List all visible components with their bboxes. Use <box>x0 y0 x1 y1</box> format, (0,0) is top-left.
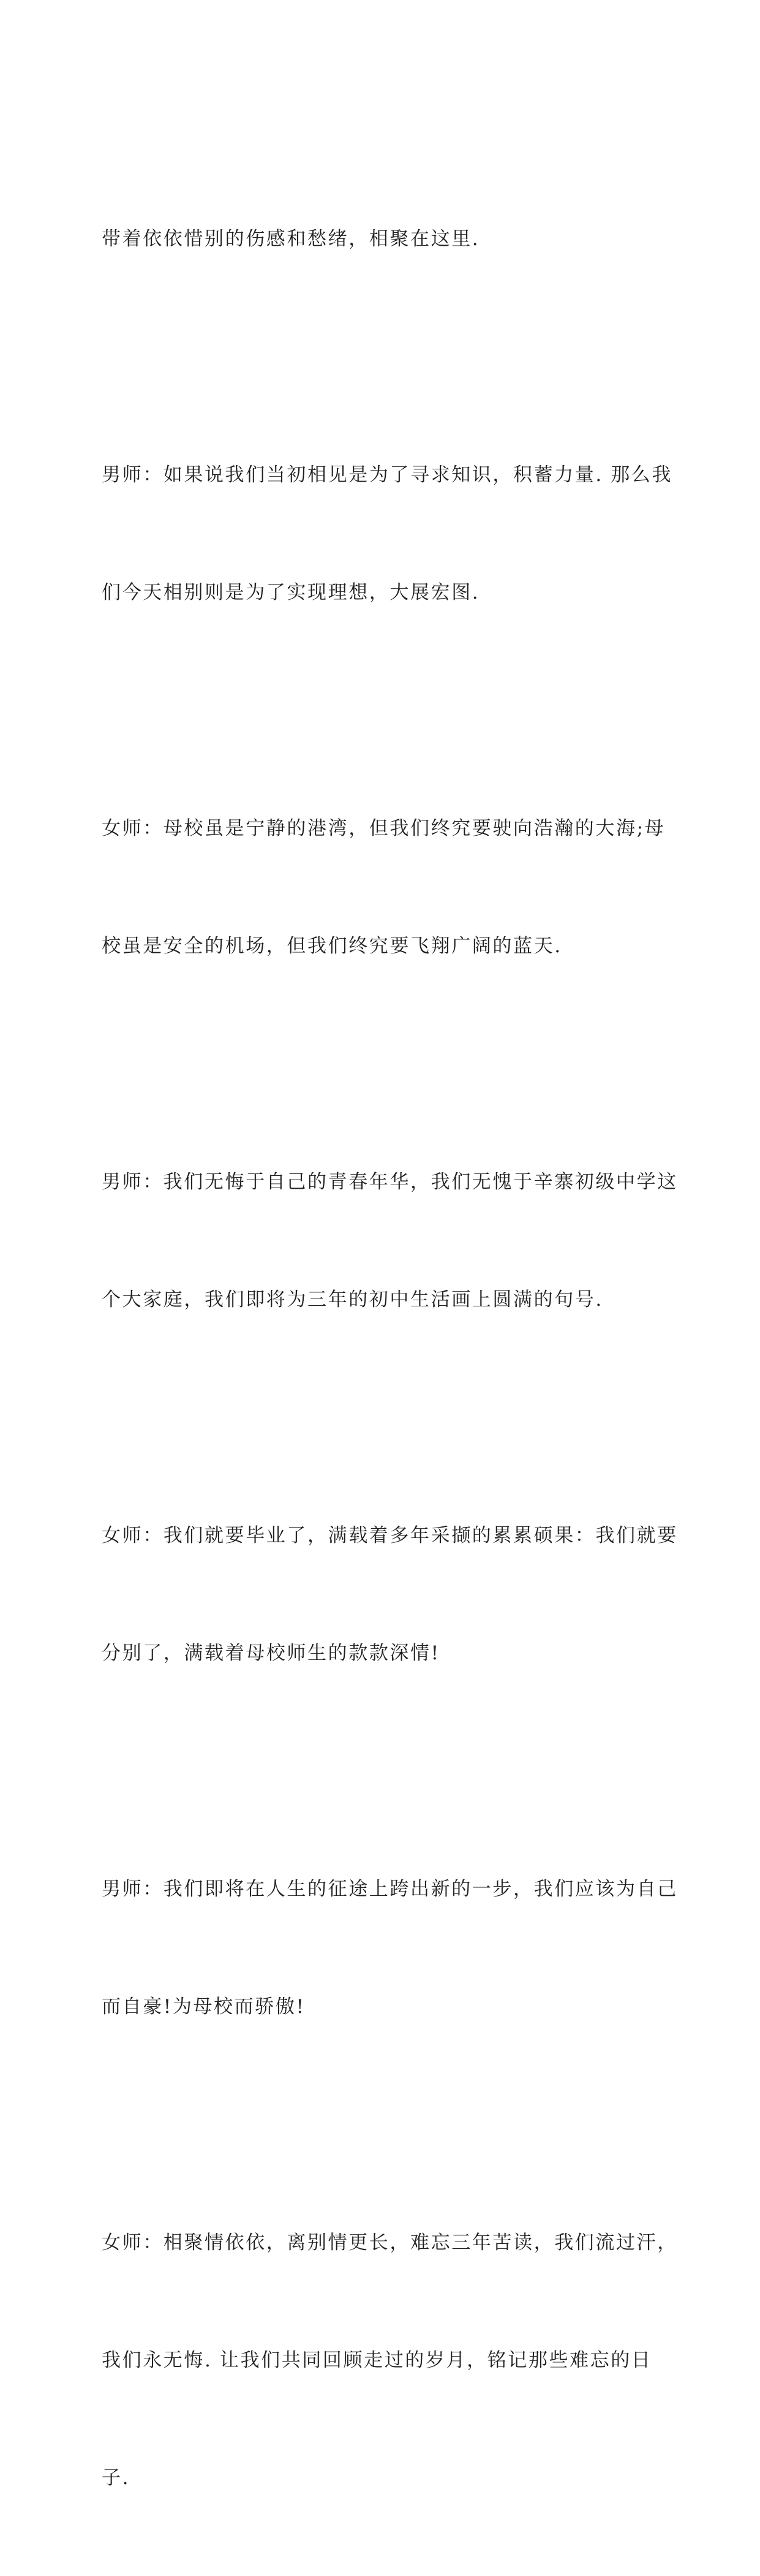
text-line: 女师：相聚情依依，离别情更长，难忘三年苦读，我们流过汗， <box>102 2232 678 2254</box>
paragraph-female-teacher-1 <box>102 730 671 1044</box>
document-body <box>102 141 678 2576</box>
paragraph-male-teacher-1 <box>102 377 671 691</box>
text-line: 个大家庭，我们即将为三年的初中生活画上圆满的句号. <box>102 1289 603 1311</box>
paragraph-gap <box>102 691 671 730</box>
paragraph-female-teacher-3 <box>102 2145 678 2576</box>
paragraph-gap <box>102 1398 671 1438</box>
text-line: 而自豪!为母校而骄傲! <box>102 1996 306 2018</box>
paragraph-male-teacher-3 <box>102 1791 678 2105</box>
paragraph-gap <box>102 1044 671 1084</box>
text-line: 子. <box>102 2467 130 2489</box>
text-line: 男师：如果说我们当初相见是为了寻求知识，积蓄力量. 那么我 <box>102 464 673 486</box>
paragraph-female-teacher-2 <box>102 1438 678 1751</box>
paragraph-intro <box>102 141 671 337</box>
paragraph-gap <box>102 337 671 377</box>
text-line: 女师：母校虽是宁静的港湾，但我们终究要驶向浩瀚的大海;母 <box>102 817 666 839</box>
paragraph-gap <box>102 1751 671 1791</box>
text-line: 校虽是安全的机场，但我们终究要飞翔广阔的蓝天. <box>102 935 562 957</box>
text-line: 男师：我们无悔于自己的青春年华，我们无愧于辛寨初级中学这 <box>102 1171 678 1193</box>
text-line: 们今天相别则是为了实现理想，大展宏图. <box>102 581 480 604</box>
text-line: 分别了，满载着母校师生的款款深情! <box>102 1642 440 1664</box>
paragraph-male-teacher-2 <box>102 1084 678 1398</box>
paragraph-gap <box>102 2105 671 2145</box>
text-line: 女师：我们就要毕业了，满载着多年采撷的累累硕果：我们就要 <box>102 1525 678 1547</box>
text-line: 男师：我们即将在人生的征途上跨出新的一步，我们应该为自己 <box>102 1878 678 1900</box>
text-line: 我们永无悔. 让我们共同回顾走过的岁月，铭记那些难忘的日 <box>102 2349 652 2371</box>
text-line: 带着依依惜别的伤感和愁绪，相聚在这里. <box>102 228 480 250</box>
